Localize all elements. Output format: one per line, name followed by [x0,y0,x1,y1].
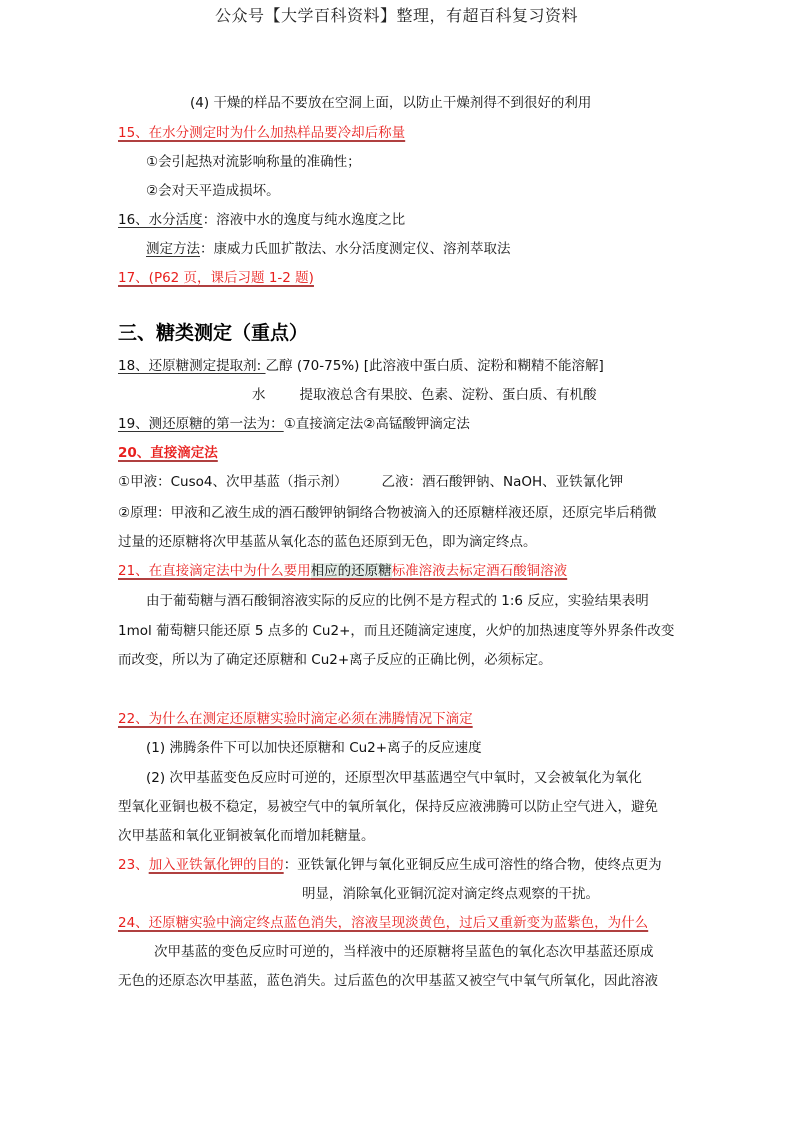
answer-15-2: ②会对天平造成损坏。 [146,183,280,199]
q21-part3: 标准溶液去标定酒石酸铜溶液 [391,563,568,579]
answer-22-2b: 型氧化亚铜也极不稳定，易被空气中的氧所氧化，保持反应液沸腾可以防止空气进入，避免 [118,799,658,815]
question-22: 22、为什么在测定还原糖实验时滴定必须在沸腾情况下滴定 [118,711,473,727]
q21-part1: 21、在直接滴定法中为什么要用 [118,563,311,579]
question-23 [118,856,662,874]
q18-water-text: 提取液总含有果胶、色素、淀粉、蛋白质、有机酸 [299,387,597,403]
answer-22-2: (2) 次甲基蓝变色反应时可逆的，还原型次甲基蓝遇空气中氧时，又会被氧化为氧化 [146,770,642,786]
q23-number: 23、 [118,857,149,873]
answer-20-2b: 过量的还原糖将次甲基蓝从氧化态的蓝色还原到无色，即为滴定终点。 [118,534,537,550]
q16-method-label: 测定方法 [146,241,200,257]
q21-part2: 相应的还原糖 [310,563,392,579]
answer-21-1: 由于葡萄糖与酒石酸铜溶液实际的反应的比例不是方程式的 1:6 反应，实验结果表明 [146,593,649,609]
answer-20-1 [118,473,623,491]
q20-solution-a: ①甲液：Cuso4、次甲基蓝（指示剂） [118,474,348,490]
q16-method [146,240,511,258]
answer-20-2: ②原理：甲液和乙液生成的酒石酸钾钠铜络合物被滴入的还原糖样液还原，还原完毕后稍微 [118,505,657,521]
dry-note-4: (4) 干燥的样品不要放在空洞上面，以防止干燥剂得不到很好的利用 [190,95,592,111]
q19-label: 19、测还原糖的第一法为： [118,416,284,432]
answer-23-2: 明显，消除氧化亚铜沉淀对滴定终点观察的干扰。 [302,886,599,902]
answer-24-2: 无色的还原态次甲基蓝，蓝色消失。过后蓝色的次甲基蓝又被空气中氧气所氧化，因此溶液 [118,973,658,989]
answer-22-1: (1) 沸腾条件下可以加快还原糖和 Cu2+离子的反应速度 [146,740,482,756]
answer-22-2c: 次甲基蓝和氧化亚铜被氧化而增加耗糖量。 [118,828,375,844]
q16-method-text: ：康威力氏皿扩散法、水分活度测定仪、溶剂萃取法 [200,241,511,257]
question-15: 15、在水分测定时为什么加热样品要冷却后称量 [118,125,406,141]
q18-text: 乙醇 (70-75%) [此溶液中蛋白质、淀粉和糊精不能溶解] [265,358,604,374]
q16-text: ：溶液中水的逸度与纯水逸度之比 [202,212,406,228]
question-19 [118,415,470,433]
section-title: 三、糖类测定（重点） [118,322,309,344]
q23-label: 加入亚铁氰化钾的目的 [148,857,284,873]
page-header: 公众号【大学百科资料】整理，有超百科复习资料 [214,6,578,25]
question-16 [118,211,405,229]
question-21 [118,562,567,580]
answer-15-1: ①会引起热对流影响称量的准确性； [146,154,361,170]
question-20: 20、直接滴定法 [118,445,218,461]
question-18 [118,357,604,375]
question-17: 17、(P62 页，课后习题 1-2 题) [118,270,314,286]
q18-label: 18、还原糖测定提取剂: [118,358,266,374]
question-24: 24、还原糖实验中滴定终点蓝色消失，溶液呈现淡黄色，过后又重新变为蓝紫色，为什么 [118,915,649,931]
answer-24-1: 次甲基蓝的变色反应时可逆的，当样液中的还原糖将呈蓝色的氧化态次甲基蓝还原成 [154,944,654,960]
answer-21-2: 1mol 葡萄糖只能还原 5 点多的 Cu2+，而且还随滴定速度，火炉的加热速度等外界条件改变 [118,623,675,639]
q18-water-label: 水 [252,387,266,403]
answer-21-3: 而改变，所以为了确定还原糖和 Cu2+离子反应的正确比例，必须标定。 [118,652,552,668]
q16-label: 16、水分活度 [118,212,203,228]
q18-water [252,386,597,404]
q19-text: ①直接滴定法②高锰酸钾滴定法 [283,416,470,432]
q20-solution-b: 乙液：酒石酸钾钠、NaOH、亚铁氰化钾 [381,474,624,490]
q23-text: ：亚铁氰化钾与氧化亚铜反应生成可溶性的络合物，使终点更为 [283,857,662,873]
